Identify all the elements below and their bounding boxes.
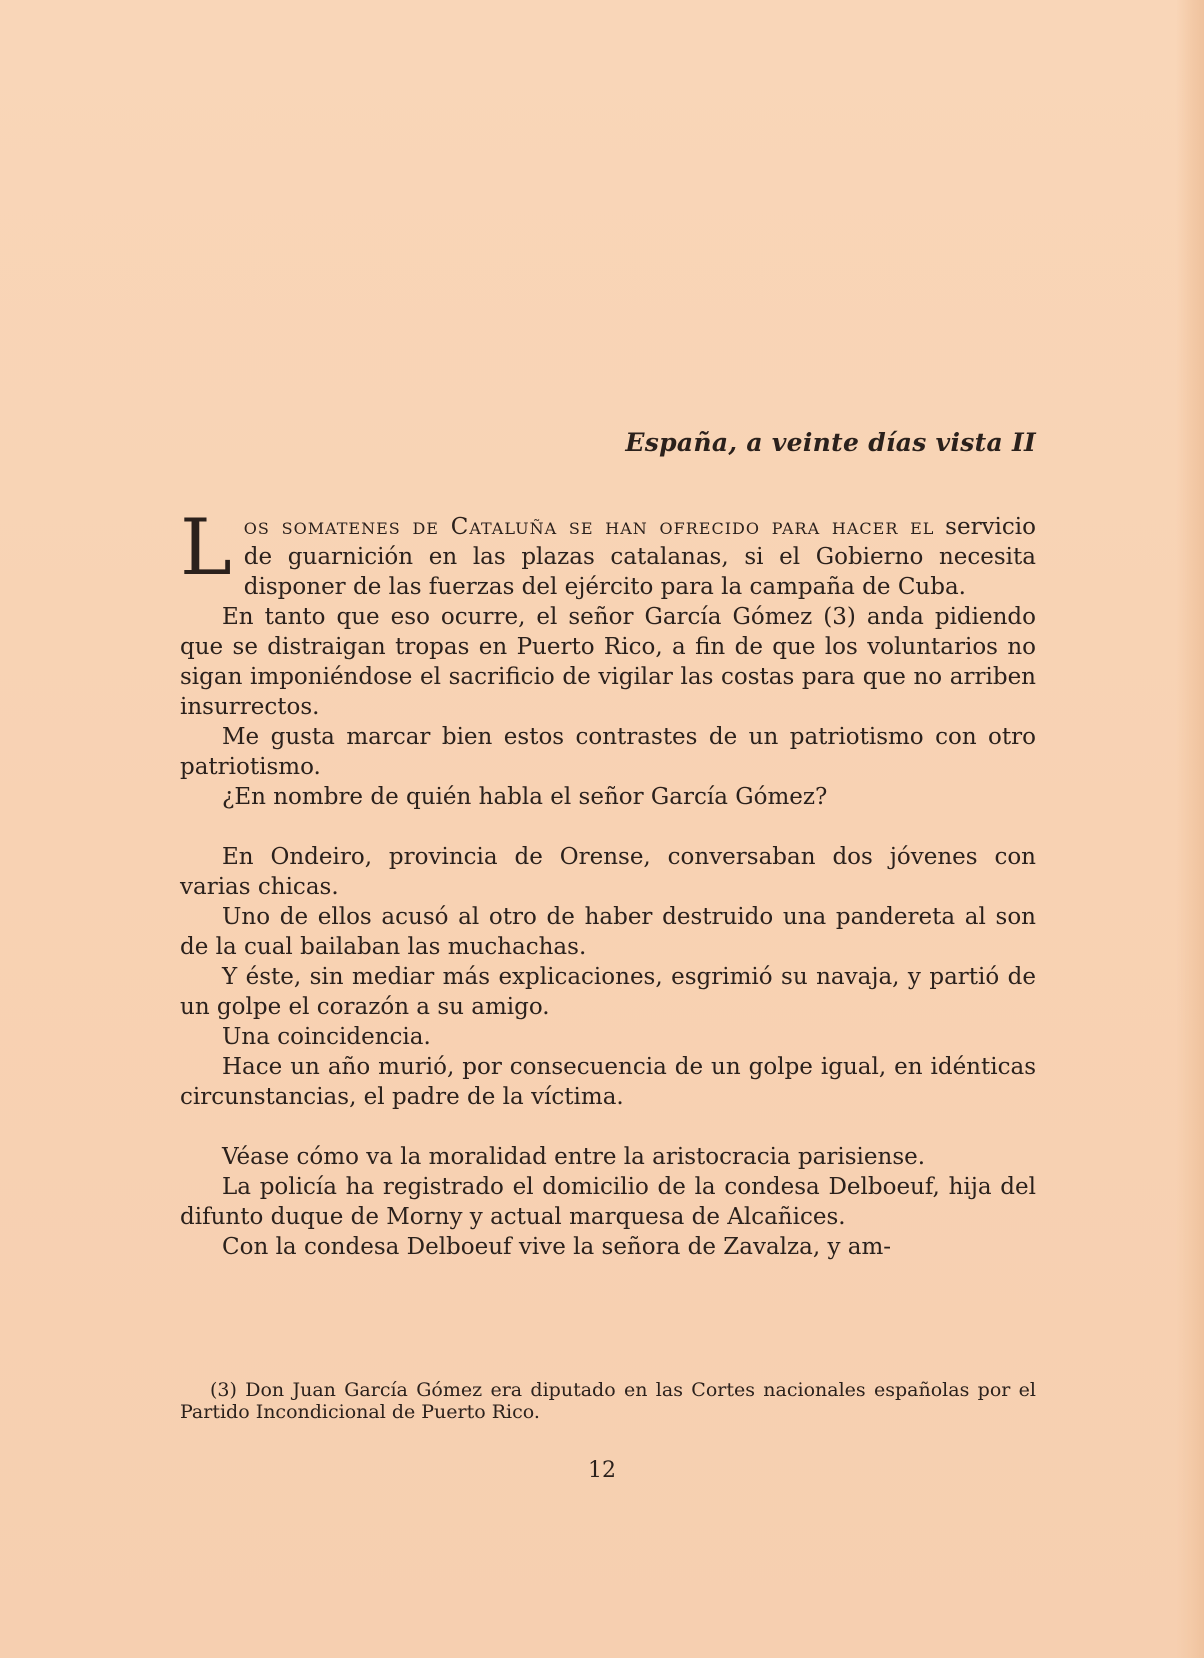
running-head: España, a veinte días vista II <box>625 428 1036 457</box>
paragraph: Hace un año murió, por consecuencia de un golpe igual, en idénticas circunstancias, el padre de la víctima. <box>180 1054 1036 1110</box>
paragraph: Una coincidencia. <box>222 1024 431 1050</box>
paragraph: En Ondeiro, provincia de Orense, conversaban dos jóvenes con varias chicas. <box>180 844 1036 900</box>
section-gap <box>180 812 1036 842</box>
section-gap <box>180 1112 1036 1142</box>
paragraph: ¿En nombre de quién habla el señor García Gómez? <box>222 784 828 810</box>
footnote: (3) Don Juan García Gómez era diputado en las Cortes nacionales españolas por el Partido Incondicional de Puerto Rico. <box>180 1379 1036 1423</box>
paragraph: En tanto que eso ocurre, el señor García Gómez (3) anda pidiendo que se distraigan tropas en Puerto Rico, a fin de que los voluntarios no sigan imponiéndose el sacrificio de vigilar las costas para que no arriben insurrectos. <box>180 604 1036 720</box>
paragraph: Y éste, sin mediar más explicaciones, esgrimió su navaja, y partió de un golpe el corazón a su amigo. <box>180 964 1036 1020</box>
paragraph: Uno de ellos acusó al otro de haber destruido una pandereta al son de la cual bailaban las muchachas. <box>180 904 1036 960</box>
article-body <box>180 503 1037 1262</box>
paragraph: Me gusta marcar bien estos contrastes de un patriotismo con otro patriotismo. <box>180 724 1036 780</box>
opening-text: servicio de guarnición en las plazas catalanas, si el Gobierno necesita disponer de las fuerzas del ejército para la campaña de Cuba. <box>243 514 1037 600</box>
opening-paragraph <box>180 503 1037 602</box>
paragraph: Véase cómo va la moralidad entre la aristocracia parisiense. <box>222 1144 926 1170</box>
paragraph: La policía ha registrado el domicilio de la condesa Delboeuf, hija del difunto duque de Morny y actual marquesa de Alcañices. <box>180 1174 1036 1230</box>
page-edge-shadow <box>1176 0 1204 1658</box>
drop-cap: L <box>180 503 232 593</box>
paragraph: Con la condesa Delboeuf vive la señora de Zavalza, y am- <box>222 1234 892 1260</box>
opening-smallcaps: os somatenes de Cataluña se han ofrecido para hacer el <box>243 514 935 540</box>
page-number: 12 <box>588 1458 616 1483</box>
